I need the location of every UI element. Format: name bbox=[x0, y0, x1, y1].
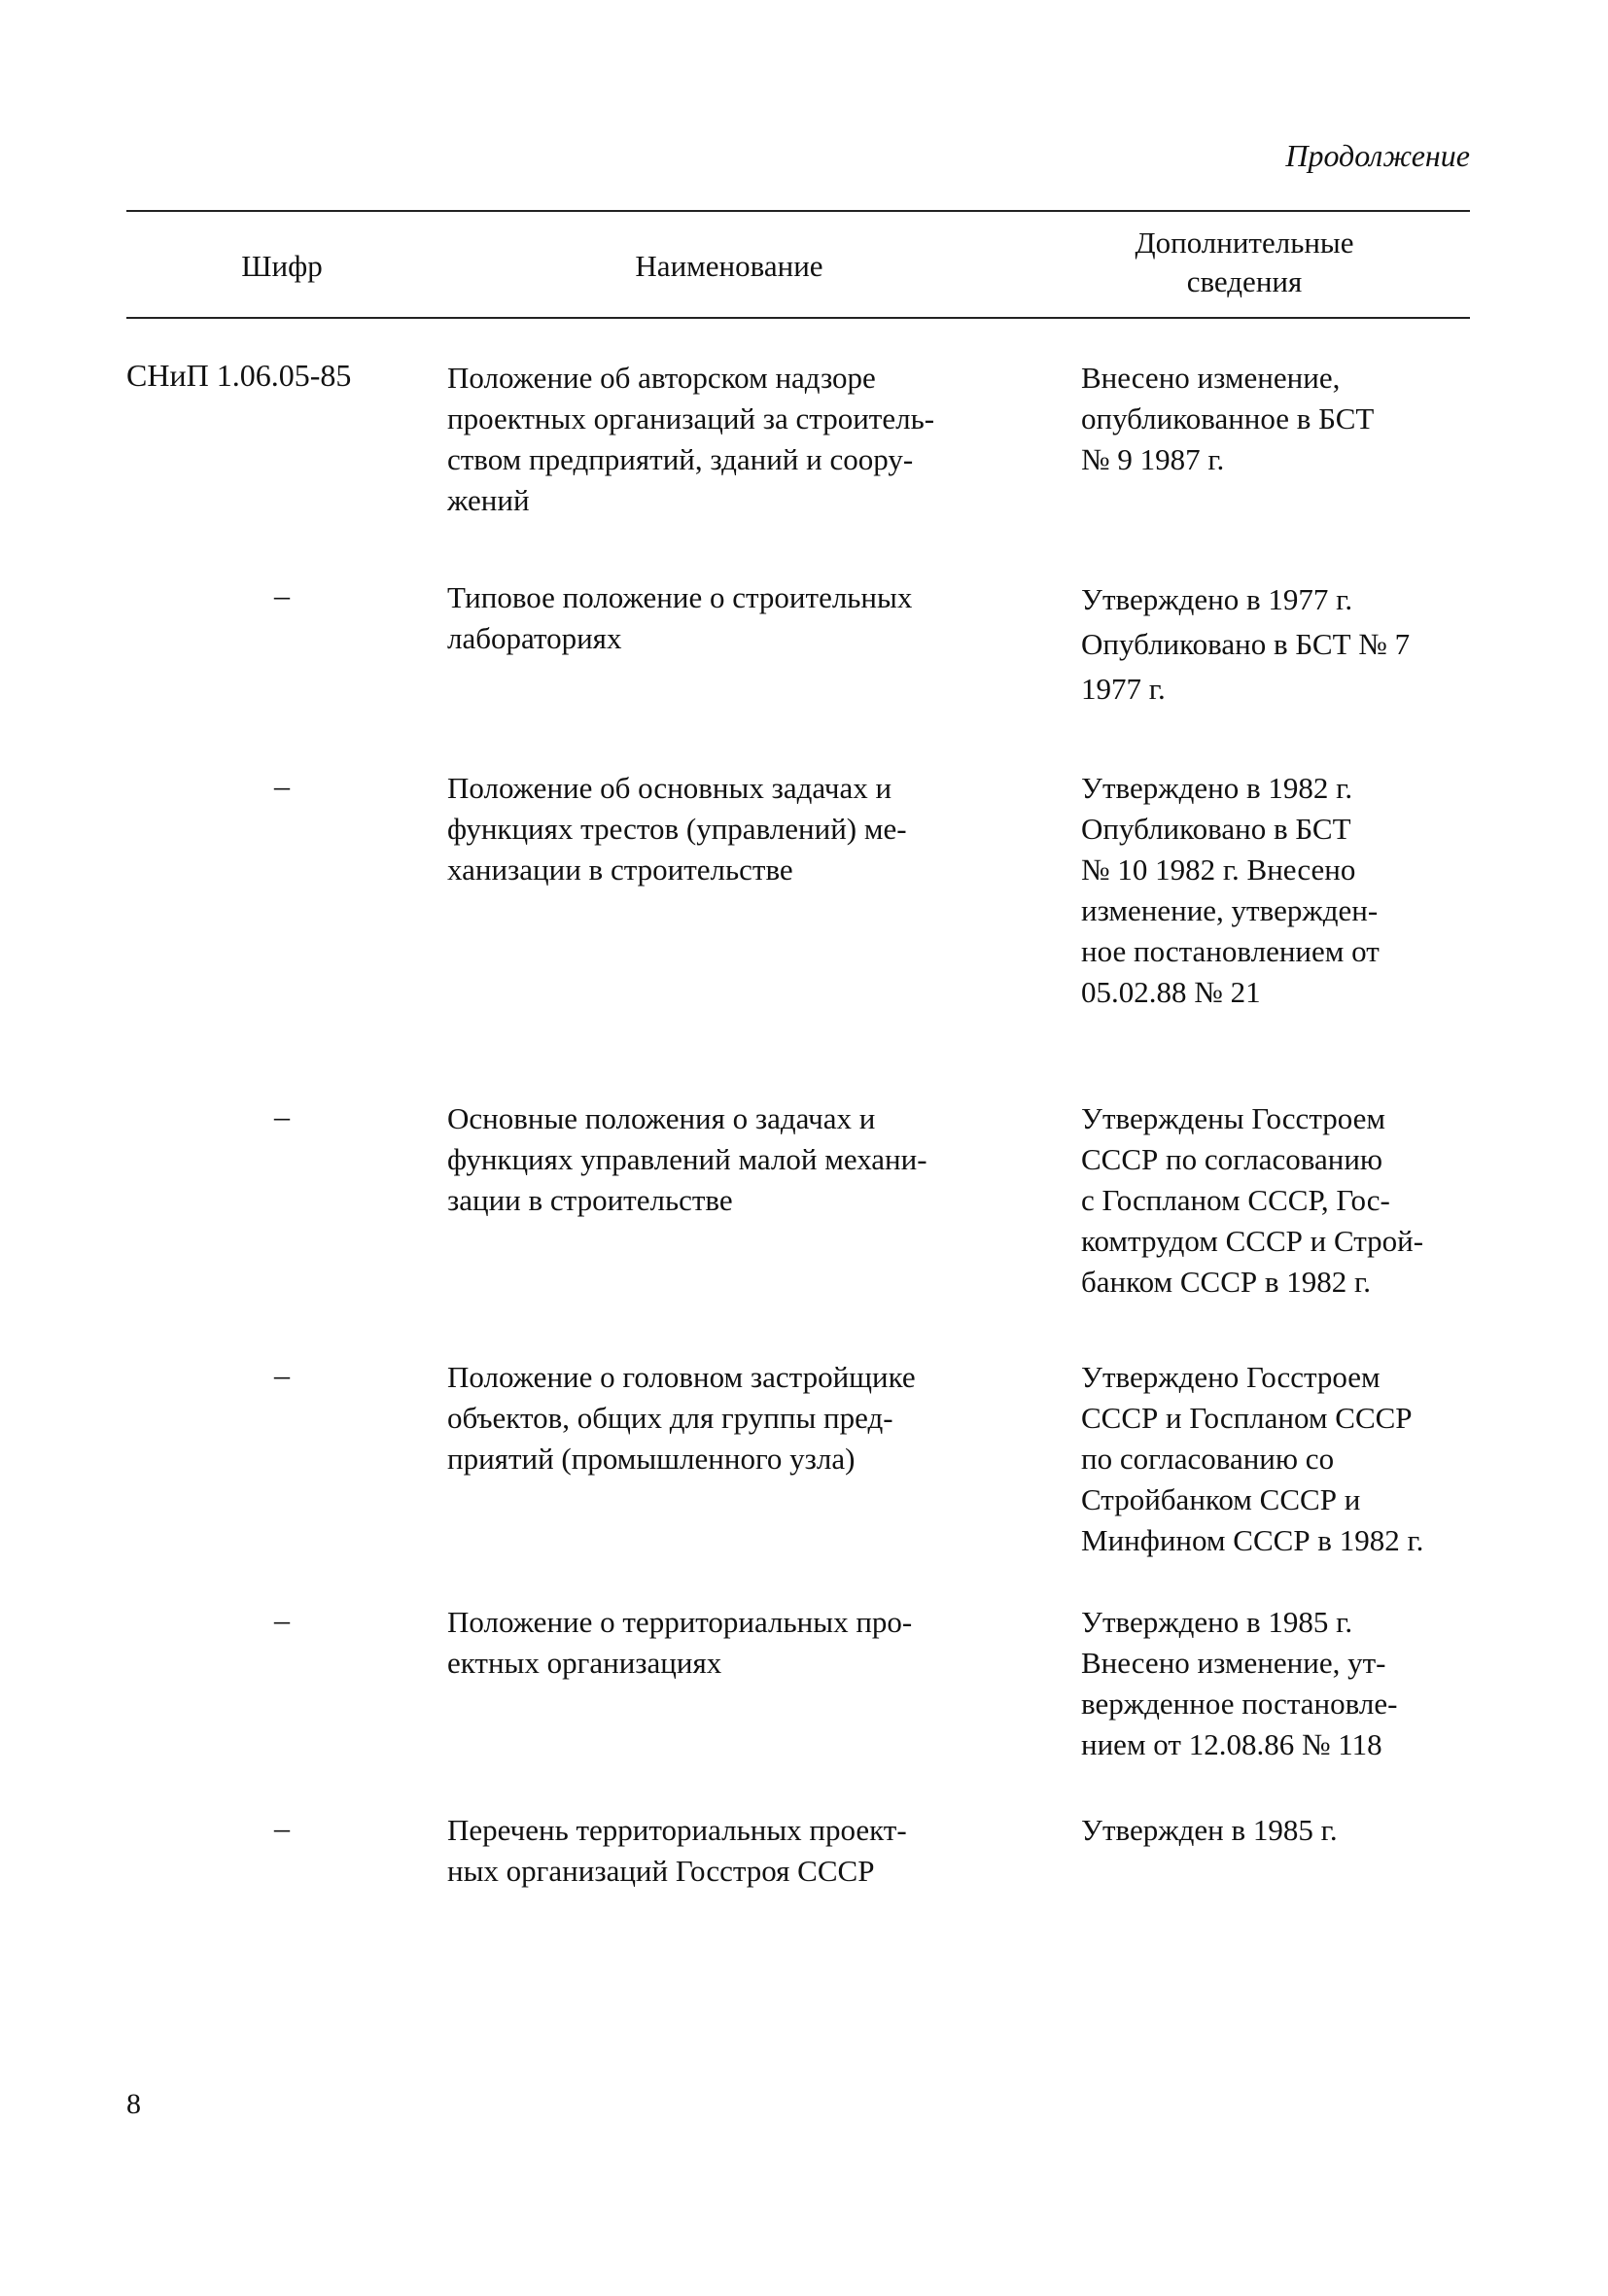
row-extra: Утверждено в 1982 г. Опубликовано в БСТ № 10 1982 г. Внесено изменение, утвержден- ное постановлением от 05.02.88 № 21 bbox=[1081, 771, 1380, 1009]
row-code: – bbox=[274, 1810, 290, 1845]
header-name: Наименование bbox=[635, 249, 823, 283]
row-extra: Утверждены Госстроем СССР по согласованию с Госпланом СССР, Гос- комтрудом СССР и Строй- банком СССР в 1982 г. bbox=[1081, 1101, 1424, 1299]
table-top-rule bbox=[126, 210, 1470, 212]
row-name: Положение об авторском надзоре проектных организаций за строитель- ством предприятий, зданий и соору- жений bbox=[447, 361, 935, 517]
row-extra: Утверждено Госстроем СССР и Госпланом СССР по согласованию со Стройбанком СССР и Минфином СССР в 1982 г. bbox=[1081, 1360, 1424, 1557]
row-name: Перечень территориальных проект- ных организаций Госстроя СССР bbox=[447, 1813, 907, 1888]
row-code: – bbox=[274, 1357, 290, 1392]
table-header-rule bbox=[126, 317, 1470, 319]
row-extra: Утвержден в 1985 г. bbox=[1081, 1813, 1338, 1847]
row-code: – bbox=[274, 577, 290, 612]
row-extra: Утверждено в 1977 г. Опубликовано в БСТ № 7 1977 г. bbox=[1081, 582, 1411, 706]
row-code: – bbox=[274, 1602, 290, 1637]
row-code: СНиП 1.06.05-85 bbox=[126, 358, 352, 393]
row-extra: Внесено изменение, опубликованное в БСТ № 9 1987 г. bbox=[1081, 361, 1375, 476]
header-code: Шифр bbox=[241, 249, 323, 283]
row-name: Положение об основных задачах и функциях трестов (управлений) ме- ханизации в строительстве bbox=[447, 771, 907, 887]
row-extra: Утверждено в 1985 г. Внесено изменение, ут- вержденное постановле- нием от 12.08.86 № 118 bbox=[1081, 1605, 1398, 1761]
row-name: Основные положения о задачах и функциях управлений малой механи- зации в строительстве bbox=[447, 1101, 927, 1217]
page-number: 8 bbox=[126, 2088, 141, 2120]
continuation-label: Продолжение bbox=[1285, 138, 1470, 173]
row-name: Положение о территориальных про- ектных организациях bbox=[447, 1605, 913, 1680]
row-name: Положение о головном застройщике объектов, общих для группы пред- приятий (промышленного узла) bbox=[447, 1360, 916, 1476]
row-code: – bbox=[274, 768, 290, 803]
row-name: Типовое положение о строительных лабораториях bbox=[447, 580, 913, 655]
header-extra: Дополнительные сведения bbox=[1135, 226, 1354, 298]
row-code: – bbox=[274, 1098, 290, 1133]
